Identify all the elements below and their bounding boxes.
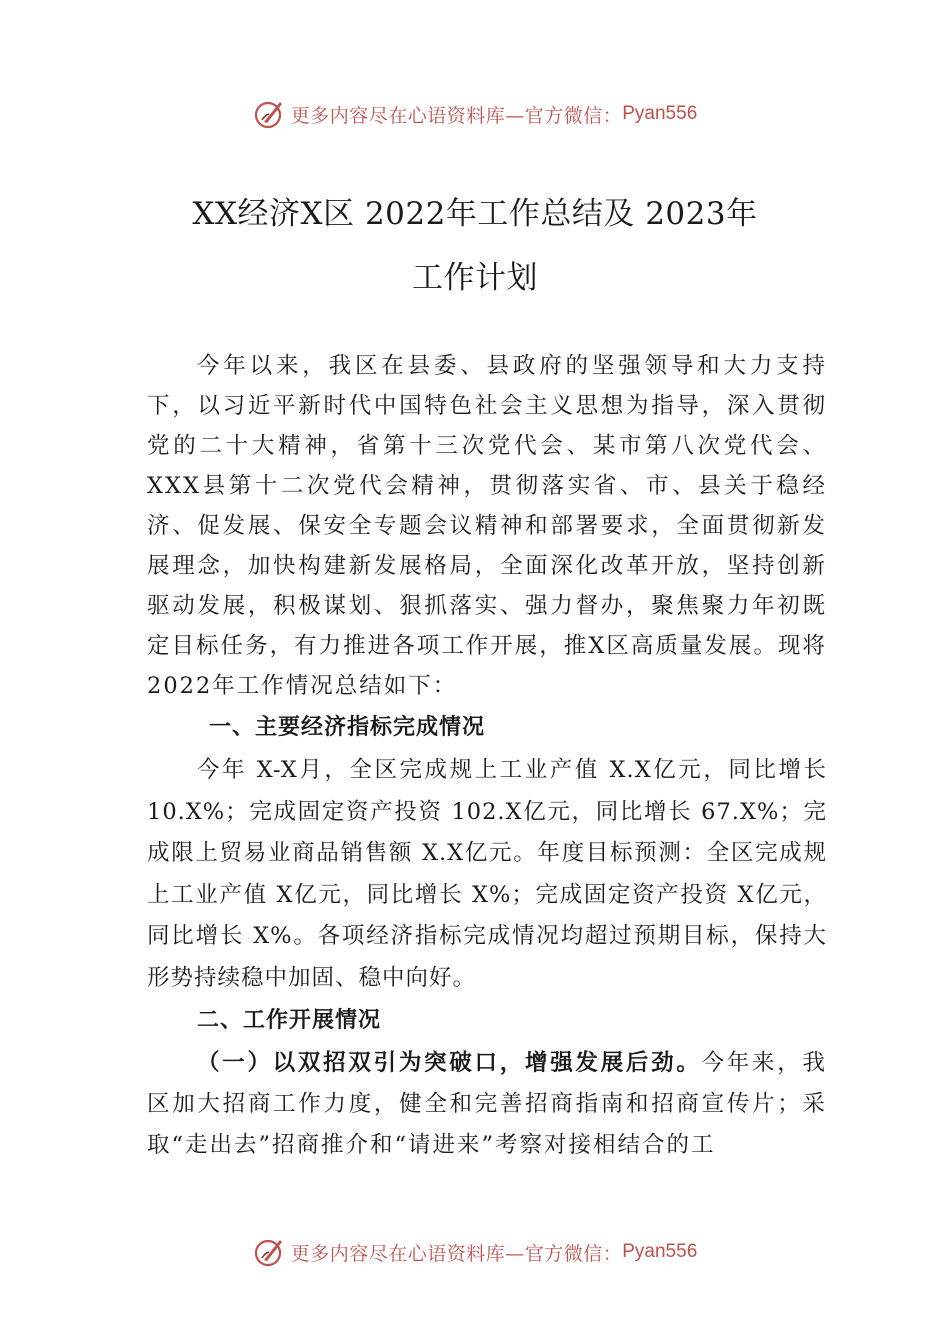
section-1-paragraph: 今年 X-X月，全区完成规上工业产值 X.X亿元，同比增长 10.X%；完成固定资产投资 102.X亿元，同比增长 67.X%；完成限上贸易业商品销售额 X.X亿元。年度目标预测：全区完成规上工业产值 X亿元，同比增长 X%；完成固定资产投资 X亿元，同比增长 X%。各项经济指标完成情况均超过预期目标，保持大形势持续稳中加固、稳中向好。 xyxy=(147,757,827,991)
quill-logo-icon xyxy=(253,1235,287,1269)
watermark-text: 更多内容尽在心语资料库—官方微信： xyxy=(290,104,623,127)
watermark-wechat-id: Pyan556 xyxy=(622,1241,698,1262)
watermark-text: 更多内容尽在心语资料库—官方微信： xyxy=(290,1242,623,1265)
subsection-1-paragraph xyxy=(147,1043,827,1166)
watermark-banner-top xyxy=(0,94,950,134)
subsection-1-title: （一）以双招双引为突破口，增强发展后劲。 xyxy=(197,1050,702,1076)
section-heading-1: 一、主要经济指标完成情况 xyxy=(209,715,486,740)
watermark-banner-bottom xyxy=(0,1232,950,1272)
document-title-line-2: 工作计划 xyxy=(412,260,538,296)
document-body xyxy=(147,346,827,1166)
intro-paragraph: 今年以来，我区在县委、县政府的坚强领导和大力支持下，以习近平新时代中国特色社会主义思想为指导，深入贯彻党的二十大精神，省第十三次党代会、某市第八次党代会、XXX县第十二次党代会精神，贯彻落实省、市、县关于稳经济、促发展、保安全专题会议精神和部署要求，全面贯彻新发展理念，加快构建新发展格局，全面深化改革开放，坚持创新驱动发展，积极谋划、狠抓落实、强力督办，聚焦聚力年初既定目标任务，有力推进各项工作开展，推X区高质量发展。现将 2022年工作情况总结如下： xyxy=(147,353,827,699)
quill-logo-icon xyxy=(253,97,287,131)
subsection-1-text: 今年来，我区加大招商工作力度，健全和完善招商指南和招商宣传片；采取“走出去”招商推介和“请进来”考察对接相结合的工 xyxy=(147,1050,827,1158)
section-heading-2: 二、工作开展情况 xyxy=(197,1008,382,1033)
watermark-wechat-id: Pyan556 xyxy=(622,103,698,124)
document-title-line-1: XX经济X区 2022年工作总结及 2023年 xyxy=(192,196,758,232)
